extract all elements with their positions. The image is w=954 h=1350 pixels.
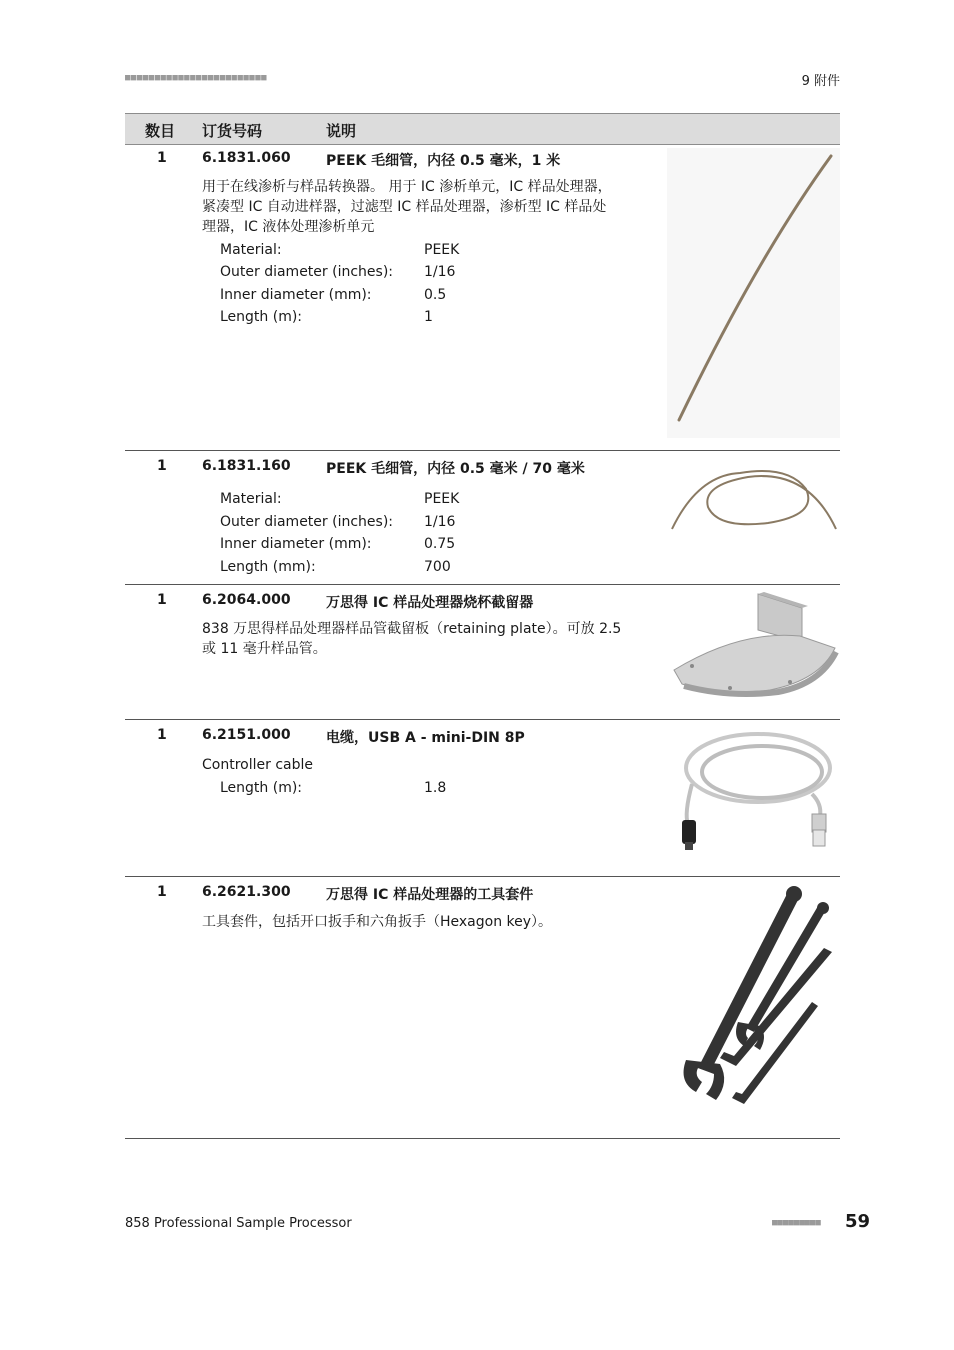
row5-qty: 1 xyxy=(157,884,167,900)
row3-desc-1: 838 万思得样品处理器样品管截留板（retaining plate）。可放 2.5 xyxy=(202,621,622,637)
row1-title: PEEK 毛细管，内径 0.5 毫米，1 米 xyxy=(326,153,561,169)
peek-tube-straight-image xyxy=(667,148,840,438)
row1-spec-key: Material: xyxy=(220,242,282,258)
row2-spec-value: 700 xyxy=(424,559,451,575)
row1-spec-value: 1 xyxy=(424,309,433,325)
tool-kit-image xyxy=(668,882,840,1122)
retaining-plate-image xyxy=(670,590,840,705)
row4-spec-value: 1.8 xyxy=(424,780,447,796)
row1-qty: 1 xyxy=(157,150,167,166)
row3-code: 6.2064.000 xyxy=(202,592,291,608)
row1-spec-value: PEEK xyxy=(424,242,460,258)
row1-desc-1: 用于在线渗析与样品转换器。 用于 IC 渗析单元，IC 样品处理器， xyxy=(202,179,612,195)
row2-spec-value: 0.75 xyxy=(424,536,456,552)
row5-desc-1: 工具套件，包括开口扳手和六角扳手（Hexagon key）。 xyxy=(202,914,553,930)
footer-decoration: ■■■■■■■■■ xyxy=(772,1218,821,1228)
col-quantity: 数目 xyxy=(145,122,176,140)
row-divider xyxy=(125,584,840,585)
row1-desc-3: 理器，IC 液体处理渗析单元 xyxy=(202,219,375,235)
col-order-number: 订货号码 xyxy=(202,122,263,140)
row2-spec-key: Length (mm): xyxy=(220,559,316,575)
table-header xyxy=(125,113,840,145)
row2-spec-value: 1/16 xyxy=(424,514,456,530)
row2-spec-value: PEEK xyxy=(424,491,460,507)
row1-spec-value: 0.5 xyxy=(424,287,447,303)
row1-spec-key: Outer diameter (inches): xyxy=(220,264,393,280)
header-decoration: ■■■■■■■■■■■■■■■■■■■■■■■■ xyxy=(125,73,268,83)
row1-desc-2: 紧凑型 IC 自动进样器，过滤型 IC 样品处理器，渗析型 IC 样品处 xyxy=(202,199,607,215)
row-divider xyxy=(125,719,840,720)
row2-qty: 1 xyxy=(157,458,167,474)
row2-spec-key: Outer diameter (inches): xyxy=(220,514,393,530)
usb-cable-image xyxy=(672,724,840,859)
row4-title: 电缆，USB A - mini-DIN 8P xyxy=(326,730,525,746)
row2-title: PEEK 毛细管，内径 0.5 毫米 / 70 毫米 xyxy=(326,461,585,477)
row5-code: 6.2621.300 xyxy=(202,884,291,900)
page-number: 59 xyxy=(845,1211,871,1232)
row4-qty: 1 xyxy=(157,727,167,743)
row1-spec-key: Length (m): xyxy=(220,309,303,325)
row5-title: 万思得 IC 样品处理器的工具套件 xyxy=(326,887,534,903)
table-bottom-rule xyxy=(125,1138,840,1139)
chapter-title: 9 附件 xyxy=(801,74,840,89)
row2-code: 6.1831.160 xyxy=(202,458,291,474)
row1-spec-value: 1/16 xyxy=(424,264,456,280)
row-divider xyxy=(125,450,840,451)
row2-spec-key: Inner diameter (mm): xyxy=(220,536,372,552)
row1-code: 6.1831.060 xyxy=(202,150,291,166)
row4-spec-key: Length (m): xyxy=(220,780,303,796)
row3-desc-2: 或 11 毫升样品管。 xyxy=(202,641,327,657)
row3-title: 万思得 IC 样品处理器烧杯截留器 xyxy=(326,595,534,611)
row4-desc-1: Controller cable xyxy=(202,757,313,773)
row-divider xyxy=(125,876,840,877)
row2-spec-key: Material: xyxy=(220,491,282,507)
row4-code: 6.2151.000 xyxy=(202,727,291,743)
col-description: 说明 xyxy=(326,122,357,140)
footer-product-name: 858 Professional Sample Processor xyxy=(125,1216,352,1231)
peek-tube-coil-image xyxy=(668,455,840,537)
row1-spec-key: Inner diameter (mm): xyxy=(220,287,372,303)
row3-qty: 1 xyxy=(157,592,167,608)
